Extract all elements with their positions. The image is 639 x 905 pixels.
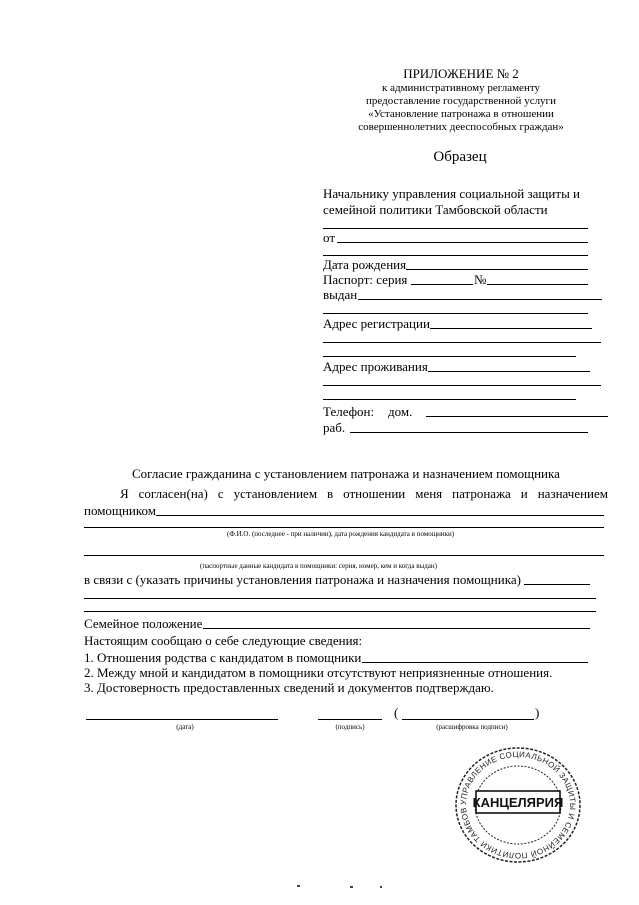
date-line — [86, 719, 278, 720]
reason-line — [524, 584, 590, 585]
scan-speck — [380, 886, 382, 888]
office-stamp — [454, 746, 582, 864]
birth-date-line — [406, 269, 588, 270]
signature-hint: (подпись) — [335, 723, 365, 731]
registration-line-2 — [323, 342, 601, 343]
stamp-ring-text: УПРАВЛЕНИЕ СОЦИАЛЬНОЙ ЗАЩИТЫ И СЕМЕЙНОЙ ПОЛИТИКИ ТАМБОВ — [458, 749, 578, 861]
consent-intro: Я согласен(на) с установлением в отношении меня патронажа и назначением — [120, 486, 608, 501]
decode-hint: (расшифровка подписи) — [436, 723, 508, 731]
stamp-center-text: КАНЦЕЛЯРИЯ — [472, 795, 564, 810]
scan-speck — [350, 886, 353, 888]
addressee-line-2: семейной политики Тамбовской области — [323, 202, 548, 217]
residence-line — [428, 371, 590, 372]
assistant-line-2 — [84, 527, 604, 528]
info-item-3: 3. Достоверность предоставленных сведений и документов подтверждаю. — [84, 680, 494, 695]
phone-label: Телефон: — [323, 404, 375, 419]
assistant-label: помощником — [84, 503, 156, 518]
reason-label: в связи с (указать причины установления патронажа и назначения помощника) — [84, 572, 521, 587]
phone-home-line — [426, 416, 608, 417]
assistant-line — [156, 515, 604, 516]
phone-work-label: раб. — [323, 420, 346, 435]
consent-title: Согласие гражданина с установлением патронажа и назначением помощника — [132, 466, 560, 481]
date-hint: (дата) — [176, 723, 194, 731]
addressee-blank-line — [323, 228, 588, 229]
header-line-2: предоставление государственной услуги — [366, 95, 556, 107]
header-line-4: совершеннолетних дееспособных граждан» — [358, 121, 564, 133]
passport-series-label: Паспорт: серия — [323, 272, 408, 287]
residence-line-3 — [323, 399, 576, 400]
sample-label: Образец — [433, 149, 487, 165]
from-line — [337, 242, 588, 243]
passport-series-line — [411, 284, 473, 285]
issued-line — [358, 299, 602, 300]
registration-label: Адрес регистрации — [323, 316, 430, 331]
family-status-line — [203, 628, 590, 629]
scan-speck — [297, 885, 300, 887]
reason-line-3 — [84, 611, 596, 612]
registration-line — [430, 328, 592, 329]
from-line-2 — [323, 255, 588, 256]
header-line-3: «Установление патронажа в отношении — [368, 108, 554, 120]
phone-home-label: дом. — [388, 404, 413, 419]
from-label: от — [323, 230, 336, 245]
stamp-graphic — [454, 746, 582, 864]
info-item-2: 2. Между мной и кандидатом в помощники отсутствуют неприязненные отношения. — [84, 665, 553, 680]
info-item-1-line — [362, 662, 588, 663]
issued-line-2 — [323, 313, 588, 314]
info-item-1: 1. Отношения родства с кандидатом в помощники — [84, 650, 362, 665]
passport-number-label: № — [474, 272, 487, 287]
family-status-label: Семейное положение — [84, 616, 203, 631]
appendix-title: ПРИЛОЖЕНИЕ № 2 — [403, 66, 519, 81]
issued-label: выдан — [323, 287, 358, 302]
signature-line — [318, 719, 382, 720]
reason-line-2 — [84, 598, 596, 599]
addressee-line-1: Начальнику управления социальной защиты и — [323, 186, 581, 201]
header-line-1: к административному регламенту — [382, 82, 540, 94]
fio-hint: (Ф.И.О. (последнее - при наличии), дата рождения кандидата в помощники) — [227, 530, 455, 538]
registration-line-3 — [323, 356, 576, 357]
passport-data-line — [84, 555, 604, 556]
passport-number-line — [487, 284, 588, 285]
decode-line — [402, 719, 534, 720]
decode-close-paren: ) — [535, 705, 540, 720]
phone-work-line — [350, 432, 588, 433]
decode-open-paren: ( — [394, 705, 399, 720]
residence-line-2 — [323, 385, 601, 386]
passport-hint: (паспортные данные кандидата в помощники: серия, номер, кем и когда выдан) — [200, 562, 437, 570]
birth-date-label: Дата рождения — [323, 257, 407, 272]
residence-label: Адрес проживания — [323, 359, 428, 374]
info-intro: Настоящим сообщаю о себе следующие сведения: — [84, 633, 363, 648]
